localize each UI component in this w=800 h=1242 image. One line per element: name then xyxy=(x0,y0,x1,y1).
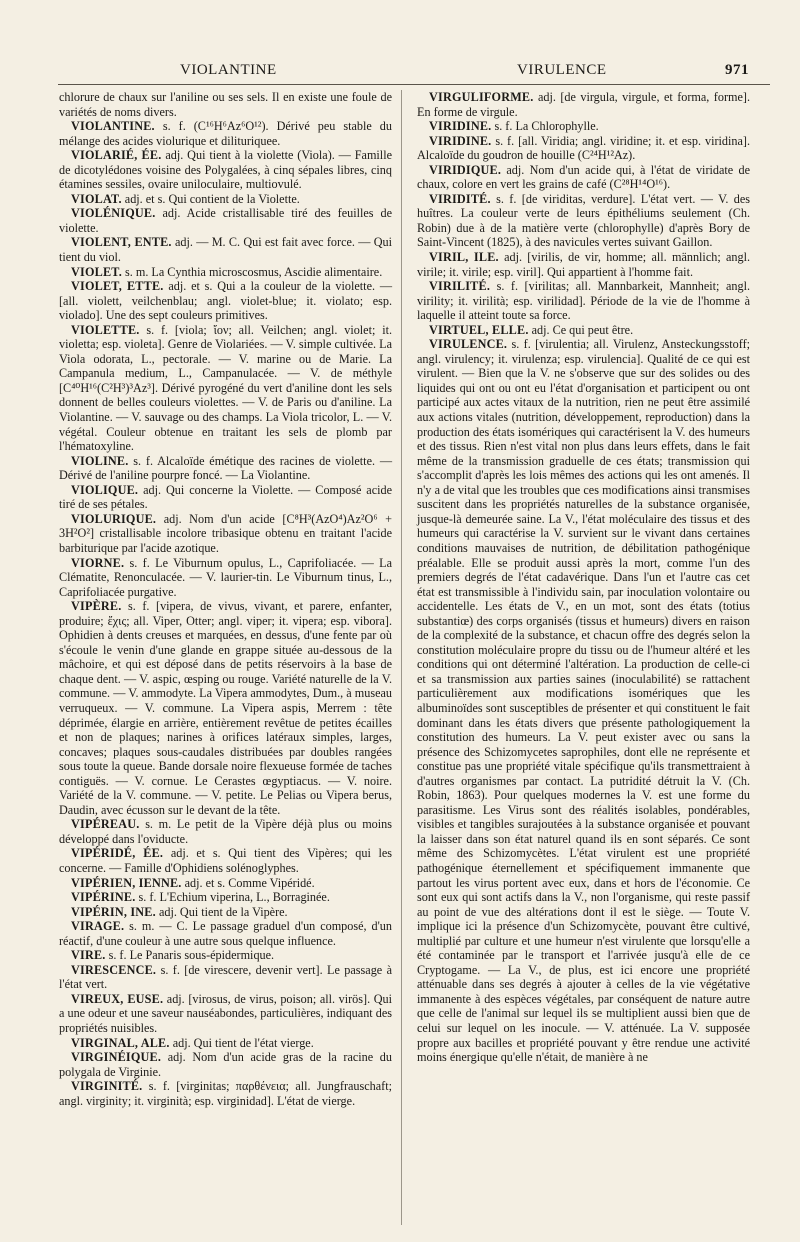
dictionary-entry xyxy=(59,279,392,323)
dictionary-entry xyxy=(59,454,392,483)
dictionary-entry xyxy=(59,599,392,817)
entry-definition: s. f. [virilitas; all. Mannbarkeit, Mannheit; angl. virility; it. virilità; esp. virilidad]. Période de la vie de l'homme à laquelle il atteint toute sa force. xyxy=(417,279,751,323)
entry-definition: s. f. Le Panaris sous-épidermique. xyxy=(108,948,275,963)
dictionary-entry xyxy=(417,337,750,1064)
entry-definition: adj. — M. C. Qui est fait avec force. — Qui tient du viol. xyxy=(59,235,392,265)
entry-headword: VIOLIQUE. xyxy=(71,482,139,497)
left-column xyxy=(59,90,392,1108)
dictionary-entry xyxy=(59,890,392,905)
entry-headword: VIOLET, ETTE. xyxy=(71,279,164,294)
entry-definition: adj. Acide cristallisable tiré des feuilles de violette. xyxy=(59,206,393,235)
entry-headword: VIOLARIÉ, ÉE. xyxy=(71,148,162,163)
entry-definition: s. f. L'Echium viperina, L., Borraginée. xyxy=(138,890,330,905)
page-number: 971 xyxy=(725,62,749,78)
entry-definition: s. f. [vipera, de vivus, vivant, et parere, enfanter, produire; ἔχις; all. Viper, Otter; angl. viper; it. vipera; esp. vibora]. Ophidien à dents creuses et marquées, en dessus, d'une fente par où s'écoule le venin d'une glande en grappe située au-dessous de la mâchoire, et qui est déposé dans de petits réservoirs à la base de chaque dent. — V. aspic, œsping ou rouge. Variété naturelle de la V. commune. — V. ammodyte. La Vipera ammodytes, Dum., à museau verruqueux. — V. commune. La Vipera aspis, Merrem : tête déprimée, élargie en arrière, entièrement revêtue de petites écailles et non de plaques; narines à orifices latéraux simples, larges, concaves; plaques sous-caudales distribuées par doubles rangées sous toute la queue. Bande dorsale noire flexueuse formée de taches contiguës. — V. cornue. Le Cerastes œgyptiacus. — V. noire. Variété de la V. commune. — V. petite. Le Pelias ou Vipera berus, Daudin, avec écusson sur le devant de la tête. xyxy=(59,599,393,817)
dictionary-entry xyxy=(59,919,392,948)
entry-definition: adj. et s. Qui a la couleur de la violette. — [all. violett, veilchenblau; angl. violet-blue; it. violato; esp. violado]. Une des sept couleurs primitives. xyxy=(59,279,393,323)
dictionary-entry xyxy=(59,948,392,963)
entry-headword: VIORNE. xyxy=(71,555,125,570)
entry-definition: adj. Nom d'un acide gras de la racine du polygala de Virginie. xyxy=(59,1050,392,1079)
entry-continuation xyxy=(59,90,392,119)
dictionary-entry xyxy=(59,876,392,891)
dictionary-entry xyxy=(59,1050,392,1079)
dictionary-entry xyxy=(59,963,392,992)
entry-definition: s. m. La Cynthia microscosmus, Ascidie alimentaire. xyxy=(125,264,383,279)
dictionary-entry xyxy=(417,323,750,338)
running-head-right: VIRULENCE xyxy=(517,62,607,78)
entry-headword: VIRIL, ILE. xyxy=(429,250,499,265)
entry-definition: s. f. [all. Viridia; angl. viridine; it. et esp. viridina]. Alcaloïde du goudron de houille (C²⁴H¹²Az). xyxy=(417,133,750,163)
entry-headword: VIRESCENCE. xyxy=(71,962,157,977)
entry-headword: VIRE. xyxy=(71,948,106,963)
running-head-left: VIOLANTINE xyxy=(180,62,277,78)
right-column xyxy=(417,90,750,1065)
dictionary-entry xyxy=(59,265,392,280)
dictionary-entry xyxy=(59,119,392,148)
entry-definition: adj. et s. Qui tient des Vipères; qui les concerne. — Famille d'Ophidiens solénoglyphes. xyxy=(59,846,393,875)
dictionary-entry xyxy=(59,192,392,207)
dictionary-entry xyxy=(59,846,392,875)
dictionary-entry xyxy=(59,905,392,920)
entry-definition: s. f. La Chlorophylle. xyxy=(494,119,599,134)
dictionary-entry xyxy=(417,90,750,119)
dictionary-entry xyxy=(59,206,392,235)
entry-definition: adj. Qui concerne la Violette. — Composé acide tiré de ses pétales. xyxy=(59,482,393,512)
entry-headword: VIRILITÉ. xyxy=(429,279,491,294)
entry-headword: VIRAGE. xyxy=(71,919,125,934)
entry-definition: adj. Nom d'un acide qui, à l'état de viridate de chaux, colore en vert les grains de café (C²⁸H¹⁴O¹⁶). xyxy=(417,162,750,192)
dictionary-entry xyxy=(417,192,750,250)
dictionary-entry xyxy=(59,235,392,264)
dictionary-entry xyxy=(417,279,750,323)
entry-definition: adj. et s. Qui contient de la Violette. xyxy=(124,191,300,206)
entry-headword: VIRGINÉIQUE. xyxy=(71,1050,162,1065)
entry-headword: VIRGINAL, ALE. xyxy=(71,1035,170,1050)
dictionary-entry xyxy=(59,1036,392,1051)
entry-headword: VIPÉRIEN, IENNE. xyxy=(71,875,182,890)
entry-definition: s. f. [de viriditas, verdure]. L'état vert. — V. des huîtres. La couleur verte de leurs épithéliums seulement (Ch. Robin) due à de la matière verte (chlorophylle) d'après Bory de Saint-Vincent (1825), à des navicules vertes suivant Gaillon. xyxy=(417,191,751,250)
entry-definition: adj. Ce qui peut être. xyxy=(531,322,634,337)
dictionary-entry xyxy=(59,556,392,600)
entry-headword: VIOLÉNIQUE. xyxy=(71,206,156,221)
dictionary-entry xyxy=(59,148,392,192)
entry-definition: s. f. [virginitas; παρθένεια; all. Jungfrauschaft; angl. virginity; it. virginità; esp. virginidad]. L'état de vierge. xyxy=(59,1079,393,1108)
entry-headword: VIPÉRINE. xyxy=(71,890,136,905)
entry-headword: VIRGINITÉ. xyxy=(71,1079,143,1094)
entry-headword: VIRTUEL, ELLE. xyxy=(429,322,529,337)
entry-headword: VIRIDITÉ. xyxy=(429,191,491,206)
entry-definition: s. f. [de virescere, devenir vert]. Le passage à l'état vert. xyxy=(59,962,393,992)
entry-definition: chlorure de chaux sur l'aniline ou ses sels. Il en existe une foule de variétés de noms divers. xyxy=(59,90,392,119)
entry-definition: s. m. Le petit de la Vipère déjà plus ou moins développé dans l'oviducte. xyxy=(59,817,392,846)
entry-definition: adj. [de virgula, virgule, et forma, forme]. En forme de virgule. xyxy=(417,90,751,119)
entry-definition: s. f. Alcaloïde émétique des racines de violette. — Dérivé de l'aniline pourpre foncé. — La Violantine. xyxy=(59,453,393,483)
entry-headword: VIRGULIFORME. xyxy=(429,90,534,104)
entry-headword: VIOLET. xyxy=(71,264,122,279)
entry-headword: VIPÉRIDÉ, ÉE. xyxy=(71,846,164,861)
entry-headword: VIREUX, EUSE. xyxy=(71,991,164,1006)
entry-definition: adj. Nom d'un acide [C⁸H³(AzO⁴)Az²O⁶ + 3H²O²] cristallisable incolore tribasique obtenu en traitant l'acide barbiturique par l'acide azotique. xyxy=(59,511,392,555)
entry-headword: VIRULENCE. xyxy=(429,337,508,352)
entry-headword: VIOLINE. xyxy=(71,453,129,468)
entry-headword: VIPÈRE. xyxy=(71,599,122,614)
entry-headword: VIOLANTINE. xyxy=(71,119,155,134)
entry-definition: adj. et s. Comme Vipéridé. xyxy=(184,875,315,890)
entry-headword: VIRIDINE. xyxy=(429,133,492,148)
header-rule xyxy=(58,84,770,85)
entry-definition: adj. Qui tient à la violette (Viola). — Famille de dicotylédones voisine des Polygalées, à cinq sépales libres, cinq étamines sessiles, ovaire uniloculaire, multiovulé. xyxy=(59,148,392,192)
entry-headword: VIPÉREAU. xyxy=(71,817,140,832)
entry-definition: adj. [virosus, de virus, poison; all. virös]. Qui a une odeur et une saveur nauséabondes, particulières, indiquant des propriétés nuisibles. xyxy=(59,991,392,1035)
entry-definition: adj. Qui tient de l'état vierge. xyxy=(172,1035,314,1050)
entry-headword: VIOLURIQUE. xyxy=(71,511,157,526)
entry-definition: s. f. Le Viburnum opulus, L., Caprifoliacée. — La Clématite, Renonculacée. — V. laurier-tin. Le Viburnum tinus, L., Caprifoliacée purgative. xyxy=(59,555,392,599)
entry-definition: s. f. [viola; ἴον; all. Veilchen; angl. violet; it. violetta; esp. violeta]. Genre de Violariées. — V. simple cultivée. La Viola odorata, L., pectorale. — V. marine ou de Marie. La Campanula medium, L., Campanulacée. — V. de méthyle [C⁴⁰H¹⁶(C²H³)³Az³]. Dérivé pyrogéné du vert d'aniline dont les sels donnent de belles couleurs violettes. — V. de Paris ou d'aniline. La Violantine. — V. sauvage ou des champs. La Viola tricolor, L. — V. végétal. Couleur obtenue en traitant les sels de plomb par l'hématoxyline. xyxy=(59,322,393,454)
entry-definition: s. m. — C. Le passage graduel d'un composé, d'un réactif, d'une couleur à une autre sous quelque influence. xyxy=(59,919,392,948)
dictionary-entry xyxy=(59,483,392,512)
column-divider xyxy=(401,90,402,1225)
dictionary-entry xyxy=(59,512,392,556)
entry-headword: VIOLAT. xyxy=(71,191,122,206)
dictionary-entry xyxy=(417,163,750,192)
entry-definition: adj. Qui tient de la Vipère. xyxy=(158,904,288,919)
entry-headword: VIOLETTE. xyxy=(71,322,140,337)
dictionary-entry xyxy=(59,817,392,846)
entry-headword: VIRIDIQUE. xyxy=(429,162,502,177)
dictionary-entry xyxy=(59,323,392,454)
entry-definition: s. f. (C¹⁶H⁶Az⁶O¹²). Dérivé peu stable du mélange des acides violurique et dilituriquee. xyxy=(59,119,392,148)
entry-definition: s. f. [virulentia; all. Virulenz, Ansteckungsstoff; angl. virulency; it. virulenza; esp. virulencia]. Qualité de ce qui est virulent. — Bien que la V. ne s'observe que sur des solides ou des liquides qui ont ou ont eu l'état d'organisation et participent ou ont participé aux actes vitaux de la nutrition, rien ne peut être assimilé aux actions vitales (nutrition, développement, reproduction) dans la production des états isomériques qui caractérisent la V. des humeurs et des tissus. Rien n'est vital non plus dans leurs effets, dans le fait même de la transmission graduelle de ces états; transmission qui s'accomplit d'après les lois mêmes des actions qui les ont amenés. Il n'y a de vital que les troubles que ces modifications ainsi transmises suscitent dans les propriétés naturelles de la substance organisée, jusque-là demeurée saine. La V., l'état moléculaire des tissus et des humeurs qui caractérise la V. survient sur le vivant dans certaines conditions mauvaises de nutrition, de débilitation pathogénique préalable. Elle se produit aussi après la mort, comme l'un des premiers degrés de l'état cadavérique. Dans l'un et l'autre cas cet état est transmissible à l'individu sain, par inoculation volontaire ou accidentelle. Les états de V., en un mot, sont des états (totius substantiœ) des corps organisés (tissus et humeurs) divers en raison de la complexité de la substance, et chacun offre des degrés selon la constitution moléculaire propre du tissu ou de l'humeur altéré et les conditions qui ont déterminé l'altération. La production de celle-ci et sa transmission aux parties saines (inoculabilité) se rattachent particulièrement aux modifications isomériques que les albuminoïdes sont susceptibles de présenter et qui constituent le fait dominant dans les états divers que présente pathologiquement la constitution des humeurs. La V. peut exister avec ou sans la présence des Schizomycetes saprophiles, dont elle ne représente et constitue pas une propriété vitale spécifique qu'ils transmettraient à d'autres organismes par contact. La putridité détruit la V. (Ch. Robin, 1863). Pour quelques modernes la V. est une forme du parasitisme. Les Virus sont des réalités isolables, pondérables, visibles et tangibles surajoutées à la substance organisée et pouvant la laisser dans son état naturel quand ils en sont séparés. Ce sont même des Schizomycètes. L'état virulent est une propriété pathogénique éternellement et spécifiquement immanente que partout les virus portent avec eux, dans et hors de l'économie. Ce sont eux qui sont actifs dans la V., non l'organisme, qui reste passif au point de vue des altérations dont il est le siège. — Toute V. implique ici la présence d'un Schizomycète, pouvant être cultivé, multiplié par culture et une humeur n'est virulente que lorsqu'elle a été contaminée par le transport et l'arrivée jusqu'à elle de ce Cryptogame. — La V., de plus, est ici encore une propriété atténuable dans ses degrés à ajouter à celles de la vie végétative immanente à des espèces végétales, par conséquent de nature autre que celle de l'animal sur lequel ils se multiplient aussi bien que de celui sur lequel on les inocule. — V. atténuée. La V. supposée propre aux bacilles et propriété pouvant y être rendue une activité moins énergique qu'elle n'était, de manière à ne xyxy=(417,337,751,1065)
dictionary-entry xyxy=(417,119,750,134)
dictionary-entry xyxy=(59,1079,392,1108)
dictionary-entry xyxy=(59,992,392,1036)
entry-headword: VIPÉRIN, INE. xyxy=(71,904,156,919)
dictionary-entry xyxy=(417,134,750,163)
entry-headword: VIRIDINE. xyxy=(429,119,492,134)
entry-headword: VIOLENT, ENTE. xyxy=(71,235,172,250)
dictionary-entry xyxy=(417,250,750,279)
entry-definition: adj. [virilis, de vir, homme; all. männlich; angl. virile; it. virile; esp. viril]. Qui appartient à l'homme fait. xyxy=(417,250,751,279)
